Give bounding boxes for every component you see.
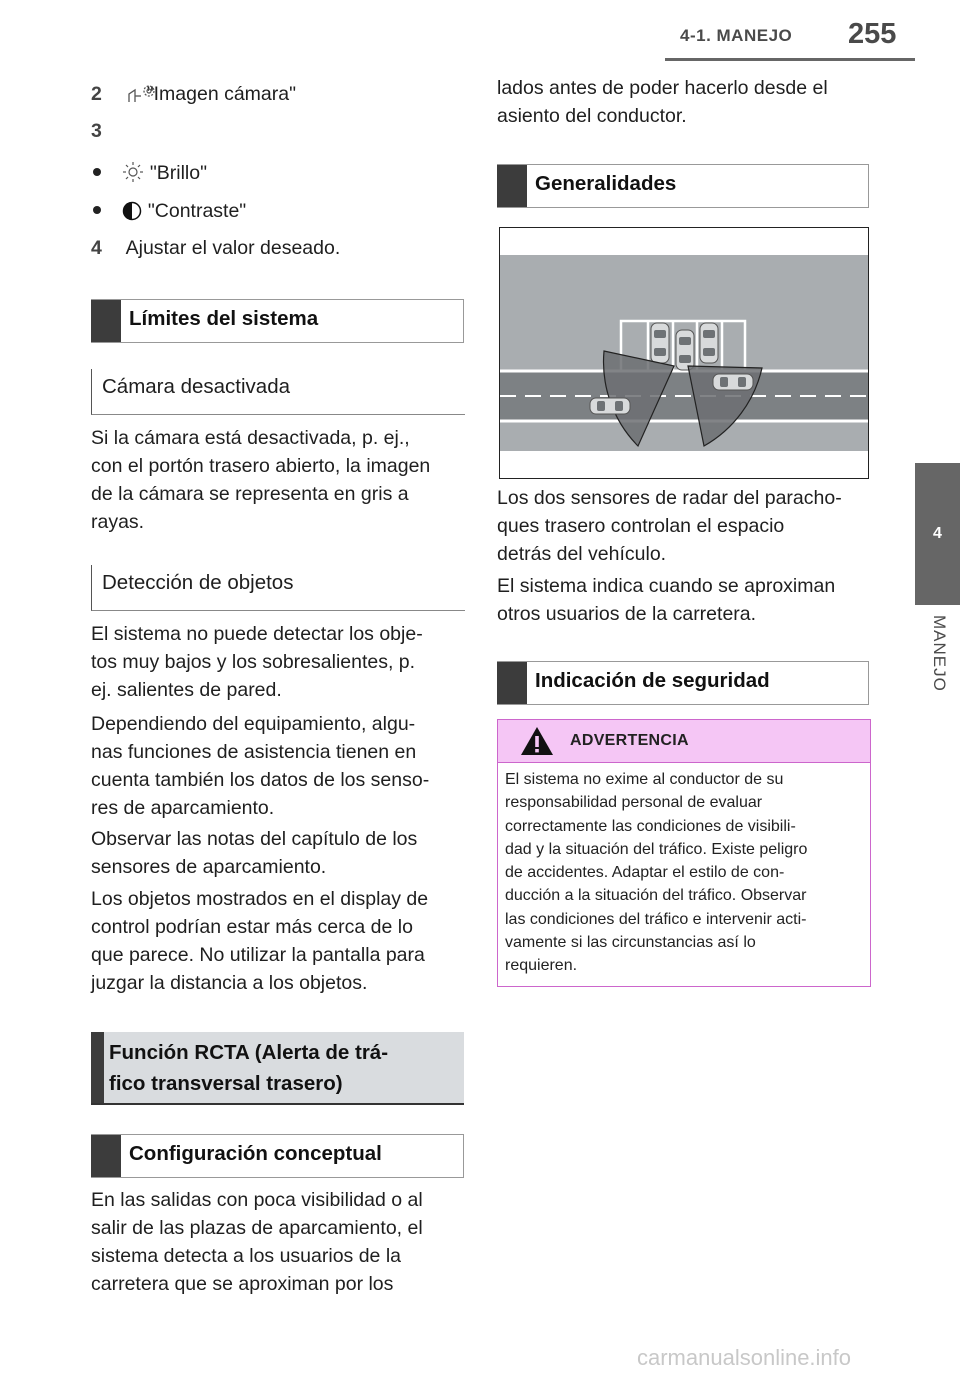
brightness-icon [122,161,144,183]
heading-bar [497,662,527,704]
text-line: de accidentes. Adaptar el estilo de con- [505,864,785,882]
text-line: tos muy bajos y los sobresalientes, p. [91,651,416,673]
text-line: vamente si las circunstancias así lo [505,934,756,952]
watermark: carmanualsonline.info [637,1345,852,1370]
header-section-title: 4-1. MANEJO [680,26,793,45]
step-2 [91,80,296,108]
paragraph-observar [91,825,417,881]
text-line: res de aparcamiento. [91,797,275,819]
heading-bar [91,1135,121,1177]
brillo-label: "Brillo" [149,162,208,184]
text-line: Los dos sensores de radar del paracho- [497,487,842,509]
text-line: nas funciones de asistencia tienen en [91,741,417,763]
bullet-icon [93,168,101,176]
text-line: detrás del vehículo. [497,543,667,565]
step-4 [91,234,340,262]
paragraph-camara [91,424,430,536]
bullet-icon [93,206,101,214]
text-line: de la cámara se representa en gris a [91,483,409,505]
rcta-illustration [499,227,869,479]
paragraph-lados [497,74,828,130]
text-line: Si la cámara está desactivada, p. ej., [91,427,410,449]
text-line: control podrían estar más cerca de lo [91,916,413,938]
text-line: carretera que se aproximan por los [91,1273,394,1295]
text-line: ques trasero controlan el espacio [497,515,785,537]
text-line: fico transversal trasero) [109,1072,343,1095]
subheading-title: Detección de objetos [102,571,294,594]
step-3 [91,117,102,145]
subheading-deteccion [91,565,465,611]
text-line: juzgar la distancia a los objetos. [91,972,368,994]
subheading-camara [91,369,465,415]
section-heading-generalidades [497,164,869,208]
bullet-contraste [91,197,246,225]
chapter-label: MANEJO [930,615,949,692]
text-line: asiento del conductor. [497,105,687,127]
section-heading-seguridad [497,661,869,705]
chapter-title [109,1037,388,1099]
camera-settings-icon [127,82,157,104]
paragraph-configuracion [91,1186,423,1298]
section-heading-limites [91,299,464,343]
text-line: Función RCTA (Alerta de trá- [109,1041,389,1064]
heading-bar [91,1032,104,1103]
step-2-text: "Imagen cámara" [146,83,297,105]
text-line: El sistema indica cuando se aproximan [497,575,836,597]
text-line: Dependiendo del equipamiento, algu- [91,713,416,735]
text-line: las condiciones del tráfico e intervenir acti- [505,910,807,928]
paragraph-radar [497,484,842,568]
text-line: En las salidas con poca visibilidad o al [91,1189,423,1211]
chapter-tab: 4 [915,463,960,605]
section-heading-config [91,1134,464,1178]
warning-label: ADVERTENCIA [570,732,689,749]
page-header [0,0,960,70]
text-line: ducción a la situación del tráfico. Observar [505,887,807,905]
chapter-heading-rcta [91,1032,464,1105]
paragraph-dependiendo [91,710,429,822]
parking-scene [500,228,868,478]
text-line: Observar las notas del capítulo de los [91,828,418,850]
step-number: 4 [91,237,102,259]
step-number: 3 [91,120,102,142]
text-line: correctamente las condiciones de visibili- [505,817,796,835]
text-line: cuenta también los datos de los senso- [91,769,430,791]
contrast-icon [122,201,142,221]
warning-triangle-icon [520,726,554,756]
section-title: Límites del sistema [129,307,319,330]
text-line: El sistema no puede detectar los obje- [91,623,423,645]
text-line: lados antes de poder hacerlo desde el [497,77,828,99]
text-line: ej. salientes de pared. [91,679,282,701]
paragraph-objetos [91,885,428,997]
text-line: otros usuarios de la carretera. [497,603,757,625]
warning-text [505,768,863,978]
text-line: que parece. No utilizar la pantalla para [91,944,425,966]
text-line: requieren. [505,957,578,975]
step-number: 2 [91,83,102,105]
subheading-title: Cámara desactivada [102,375,291,398]
header-rule [665,58,915,61]
bullet-brillo [91,159,207,187]
section-title: Configuración conceptual [129,1142,382,1165]
text-line: dad y la situación del tráfico. Existe peligro [505,840,808,858]
page-number: 255 [848,18,897,50]
text-line: rayas. [91,511,145,533]
contraste-label: "Contraste" [147,200,247,222]
text-line: Los objetos mostrados en el display de [91,888,429,910]
text-line: sensores de aparcamiento. [91,856,327,878]
step-4-text: Ajustar el valor deseado. [125,237,341,259]
paragraph-deteccion [91,620,423,704]
paragraph-indica [497,572,835,628]
section-title: Generalidades [535,172,677,195]
heading-bar [497,165,527,207]
heading-bar [91,300,121,342]
section-title: Indicación de seguridad [535,669,770,692]
text-line: salir de las plazas de aparcamiento, el [91,1217,423,1239]
text-line: El sistema no exime al conductor de su [505,771,784,788]
warning-box [497,719,871,987]
text-line: sistema detecta a los usuarios de la [91,1245,402,1267]
text-line: responsabilidad personal de evaluar [505,794,763,812]
text-line: con el portón trasero abierto, la imagen [91,455,431,477]
warning-header [498,720,870,763]
